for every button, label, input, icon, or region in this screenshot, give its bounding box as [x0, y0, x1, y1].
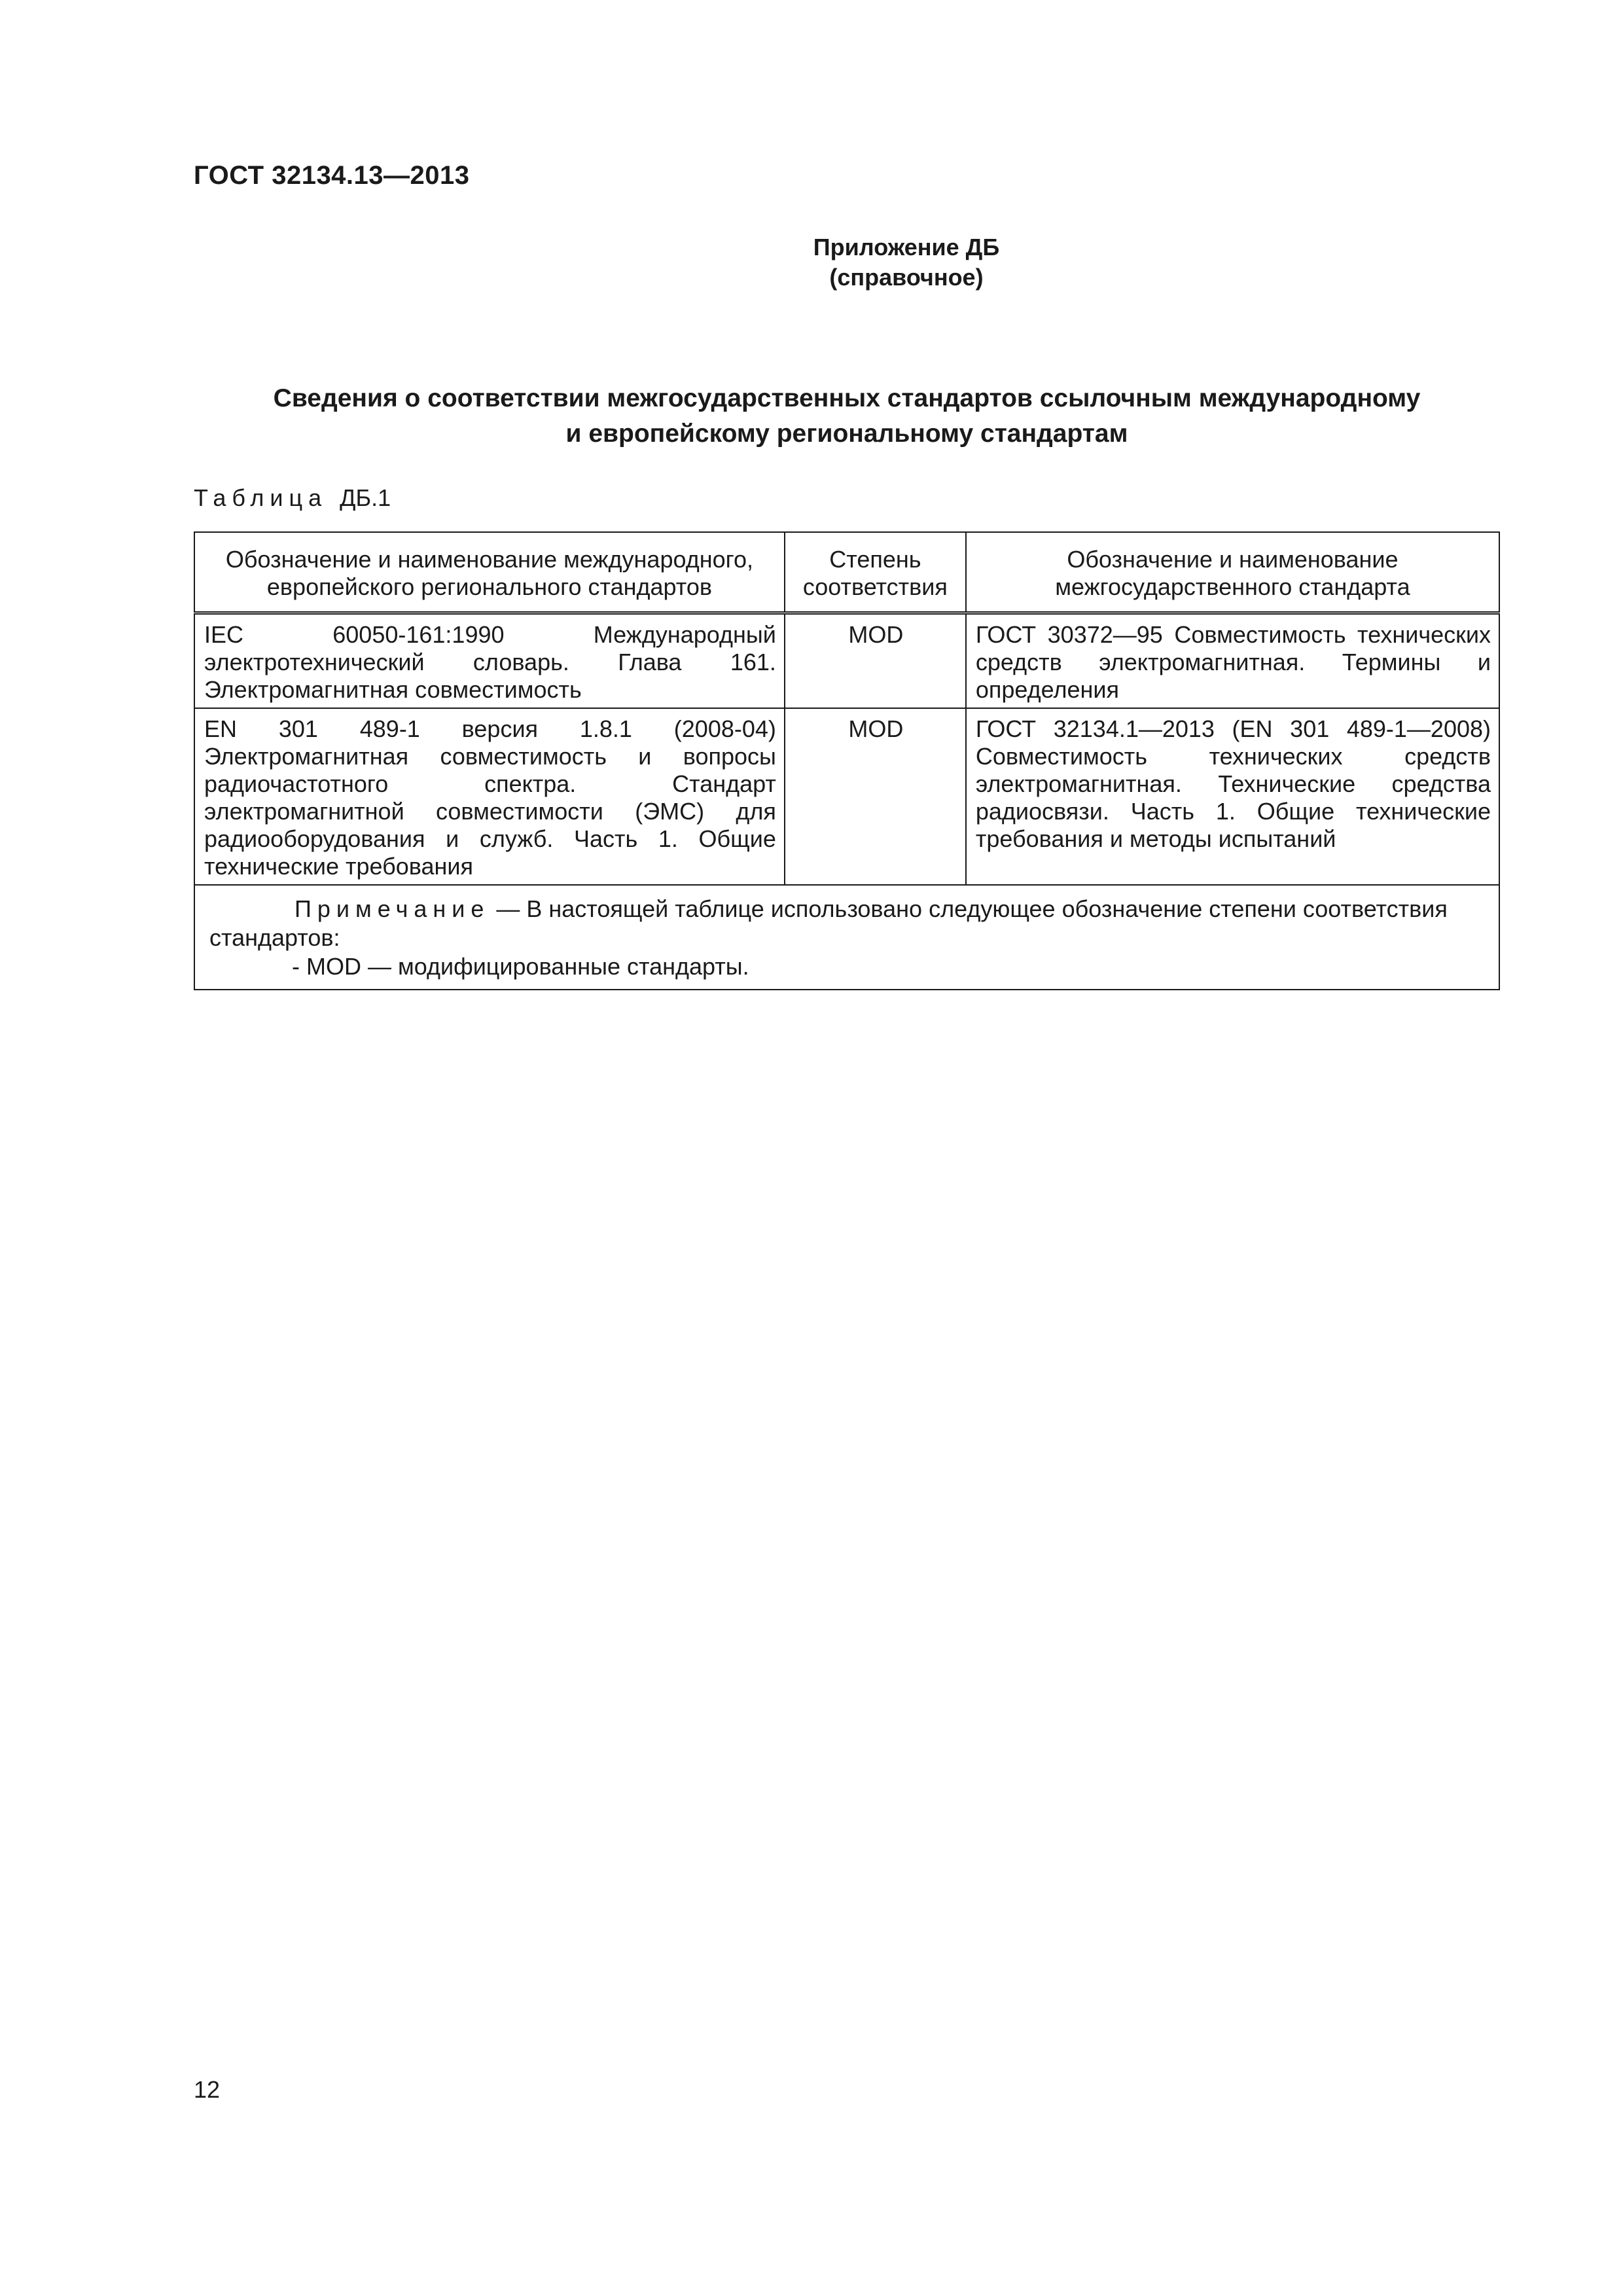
table-caption-number: ДБ.1 — [340, 484, 391, 511]
section-heading-line-1: Сведения о соответствии межгосударственных стандартов ссылочным международному — [273, 384, 1421, 412]
cell-international-standard: EN 301 489-1 версия 1.8.1 (2008-04) Электромагнитная совместимость и вопросы радиочастотного спектра. Стандарт электромагнитной совместимости (ЭМС) для радиооборудования и служб. Часть 1. Общие технические требования — [194, 708, 785, 885]
appendix-title: Приложение ДБ — [813, 234, 1000, 260]
cell-interstate-standard: ГОСТ 32134.1—2013 (EN 301 489-1—2008) Совместимость технических средств электромагнитная. Технические средства радиосвязи. Часть 1. Общие технические требования и методы испытаний — [966, 708, 1499, 885]
document-code: ГОСТ 32134.13—2013 — [194, 161, 470, 190]
section-heading-line-2: и европейскому региональному стандартам — [565, 420, 1128, 448]
page-number: 12 — [194, 2076, 221, 2103]
table-row — [194, 613, 1499, 709]
appendix-heading — [0, 232, 1623, 293]
table-note-row — [194, 885, 1499, 990]
column-header-international: Обозначение и наименование международного, европейского регионального стандартов — [194, 532, 785, 613]
cell-interstate-standard: ГОСТ 30372—95 Совместимость технических средств электромагнитная. Термины и определения — [966, 613, 1499, 709]
cell-international-standard: IEC 60050-161:1990 Международный электротехнический словарь. Глава 161. Электромагнитная совместимость — [194, 613, 785, 709]
cell-degree: MOD — [785, 613, 966, 709]
table-header-row — [194, 532, 1499, 613]
appendix-subtitle: (справочное) — [829, 264, 984, 291]
note-text: — В настоящей таблице использовано следующее обозначение степени соответствия стандартов: — [209, 895, 1448, 951]
column-header-degree: Степень соответствия — [785, 532, 966, 613]
table-caption — [194, 484, 391, 512]
table-caption-word: Таблица — [194, 484, 328, 511]
note-list-item: - MOD — модифицированные стандарты. — [292, 953, 749, 980]
note-label: Примечание — [294, 895, 490, 922]
note-paragraph — [209, 895, 1486, 952]
cell-degree: MOD — [785, 708, 966, 885]
table-note — [194, 885, 1499, 990]
table-row — [194, 708, 1499, 885]
standards-correspondence-table — [194, 531, 1500, 990]
column-header-interstate: Обозначение и наименование межгосударственного стандарта — [966, 532, 1499, 613]
section-heading — [194, 381, 1500, 452]
